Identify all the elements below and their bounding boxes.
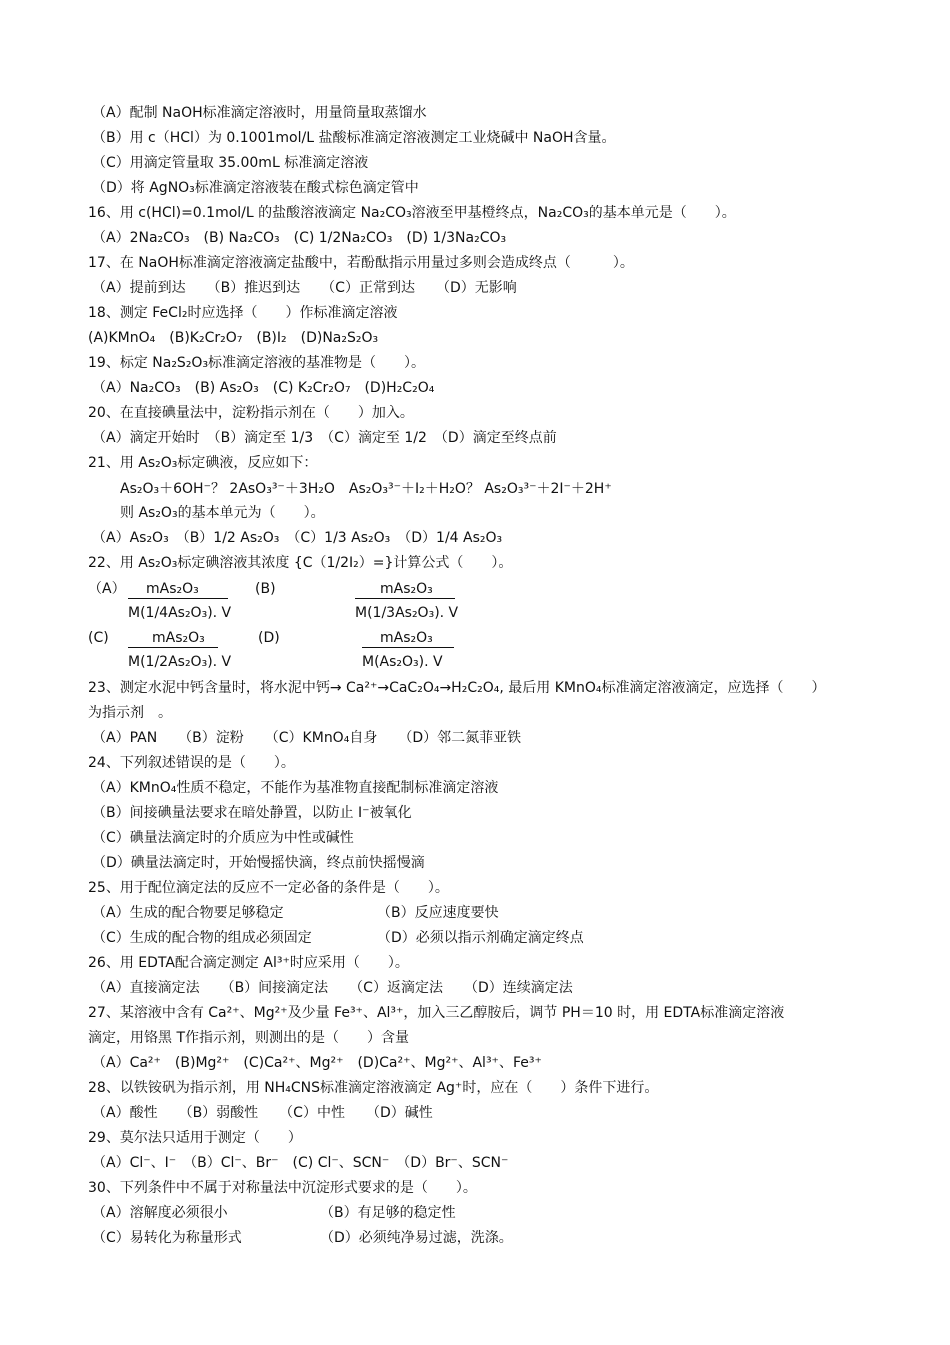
reaction-equation: As₂O₃＋6OH⁻？ 2AsO₃³⁻＋3H₂O As₂O₃³⁻＋I₂＋H₂O？ As₂O₃³⁻＋2I⁻＋2H⁺ xyxy=(120,481,612,497)
text-line: （A）滴定开始时 （B）滴定至 1/3 （C）滴定至 1/2 （D）滴定至终点前 xyxy=(92,430,557,446)
text-line: （A）生成的配合物要足够稳定 xyxy=(92,905,284,921)
text-line: （A）酸性 （B）弱酸性 （C）中性 （D）碱性 xyxy=(92,1105,433,1121)
question-21: 21、用 As₂O₃标定碘液，反应如下： xyxy=(88,455,318,471)
question-16: 16、用 c(HCl)=0.1mol/L 的盐酸溶液滴定 Na₂CO₃溶液至甲基橙终点，Na₂CO₃的基本单元是（ ）。 xyxy=(88,205,736,221)
question-22: 22、用 As₂O₃标定碘溶液其浓度 {C（1/2I₂）=}计算公式（ ）。 xyxy=(88,555,513,571)
option-label: (C) xyxy=(88,630,109,646)
formula-numerator: mAs₂O₃ xyxy=(152,630,205,646)
question-25: 25、用于配位滴定法的反应不一定必备的条件是（ ）。 xyxy=(88,880,449,896)
text-line: （C）碘量法滴定时的介质应为中性或碱性 xyxy=(92,830,354,846)
text-line: 为指示剂 。 xyxy=(88,705,172,721)
text-line: （C）用滴定管量取 35.00mL 标准滴定溶液 xyxy=(92,155,369,171)
text-line: （D）碘量法滴定时，开始慢摇快滴，终点前快摇慢滴 xyxy=(92,855,425,871)
text-line: （B）间接碘量法要求在暗处静置，以防止 I⁻被氧化 xyxy=(92,805,412,821)
formula-denominator: M(As₂O₃). V xyxy=(362,654,443,670)
formula-denominator: M(1/2As₂O₃). V xyxy=(128,654,232,670)
text-line: （D）必须纯净易过滤，洗涤。 xyxy=(320,1230,513,1246)
text-line: （A）溶解度必须很小 xyxy=(92,1205,228,1221)
question-27: 27、某溶液中含有 Ca²⁺、Mg²⁺及少量 Fe³⁺、Al³⁺，加入三乙醇胺后，调节 PH＝10 时，用 EDTA标准滴定溶液 xyxy=(88,1005,785,1021)
question-26: 26、用 EDTA配合滴定测定 Al³⁺时应采用（ ）。 xyxy=(88,955,409,971)
text-line: 则 As₂O₃的基本单元为（ ）。 xyxy=(120,505,325,521)
text-line: （A）提前到达 （B）推迟到达 （C）正常到达 （D）无影响 xyxy=(92,280,517,296)
option-label: (D) xyxy=(258,630,280,646)
question-28: 28、以铁铵矾为指示剂，用 NH₄CNS标准滴定溶液滴定 Ag⁺时，应在（ ）条件下进行。 xyxy=(88,1080,659,1096)
question-30: 30、下列条件中不属于对称量法中沉淀形式要求的是（ ）。 xyxy=(88,1180,477,1196)
text-line: （C）生成的配合物的组成必须固定 xyxy=(92,930,312,946)
question-18: 18、测定 FeCl₂时应选择（ ）作标准滴定溶液 xyxy=(88,305,398,321)
text-line: （B）用 c（HCl）为 0.1001mol/L 盐酸标准滴定溶液测定工业烧碱中 NaOH含量。 xyxy=(92,130,616,146)
formula-numerator: mAs₂O₃ xyxy=(380,581,433,597)
text-line: （B）有足够的稳定性 xyxy=(320,1205,456,1221)
formula-denominator: M(1/4As₂O₃). V xyxy=(128,605,232,621)
question-20: 20、在直接碘量法中，淀粉指示剂在（ ）加入。 xyxy=(88,405,414,421)
formula-numerator: mAs₂O₃ xyxy=(380,630,433,646)
text-line: （A）直接滴定法 （B）间接滴定法 （C）返滴定法 （D）连续滴定法 xyxy=(92,980,573,996)
question-24: 24、下列叙述错误的是（ ）。 xyxy=(88,755,295,771)
text-line: （A）PAN （B）淀粉 （C）KMnO₄自身 （D）邻二氮菲亚铁 xyxy=(92,730,522,746)
text-line: 滴定，用铬黑 T作指示剂，则测出的是（ ）含量 xyxy=(88,1030,410,1046)
text-line: （A）配制 NaOH标准滴定溶液时，用量筒量取蒸馏水 xyxy=(92,105,427,121)
question-17: 17、在 NaOH标准滴定溶液滴定盐酸中，若酚酞指示用量过多则会造成终点（ ）。 xyxy=(88,255,634,271)
option-label: （A） xyxy=(88,581,126,597)
text-line: （A）2Na₂CO₃ (B) Na₂CO₃ (C) 1/2Na₂CO₃ (D) 1/3Na₂CO₃ xyxy=(92,230,507,246)
question-23: 23、测定水泥中钙含量时，将水泥中钙→ Ca²⁺→CaC₂O₄→H₂C₂O₄, 最后用 KMnO₄标准滴定溶液滴定，应选择（ ） xyxy=(88,680,826,696)
text-line: （D）将 AgNO₃标准滴定溶液装在酸式棕色滴定管中 xyxy=(92,180,419,196)
text-line: （D）必须以指示剂确定滴定终点 xyxy=(377,930,584,946)
text-line: （A）Na₂CO₃ (B) As₂O₃ (C) K₂Cr₂O₇ (D)H₂C₂O₄ xyxy=(92,380,435,396)
fraction-bar xyxy=(355,598,455,599)
option-label: (B) xyxy=(255,581,276,597)
text-line: （B）反应速度要快 xyxy=(377,905,499,921)
text-line: （A）Ca²⁺ (B)Mg²⁺ (C)Ca²⁺、Mg²⁺ (D)Ca²⁺、Mg²⁺、Al³⁺、Fe³⁺ xyxy=(92,1055,542,1071)
text-line: （C）易转化为称量形式 xyxy=(92,1230,242,1246)
fraction-bar xyxy=(128,598,228,599)
question-29: 29、莫尔法只适用于测定（ ） xyxy=(88,1130,302,1146)
formula-denominator: M(1/3As₂O₃). V xyxy=(355,605,459,621)
fraction-bar xyxy=(128,647,218,648)
question-19: 19、标定 Na₂S₂O₃标准滴定溶液的基准物是（ ）。 xyxy=(88,355,426,371)
text-line: （A）Cl⁻、I⁻ （B）Cl⁻、Br⁻ (C) Cl⁻、SCN⁻ （D）Br⁻、SCN⁻ xyxy=(92,1155,509,1171)
formula-numerator: mAs₂O₃ xyxy=(146,581,199,597)
text-line: （A）As₂O₃ （B）1/2 As₂O₃ （C）1/3 As₂O₃ （D）1/4 As₂O₃ xyxy=(92,530,503,546)
text-line: （A）KMnO₄性质不稳定，不能作为基准物直接配制标准滴定溶液 xyxy=(92,780,499,796)
text-line: (A)KMnO₄ (B)K₂Cr₂O₇ (B)I₂ (D)Na₂S₂O₃ xyxy=(88,330,379,346)
fraction-bar xyxy=(362,647,454,648)
